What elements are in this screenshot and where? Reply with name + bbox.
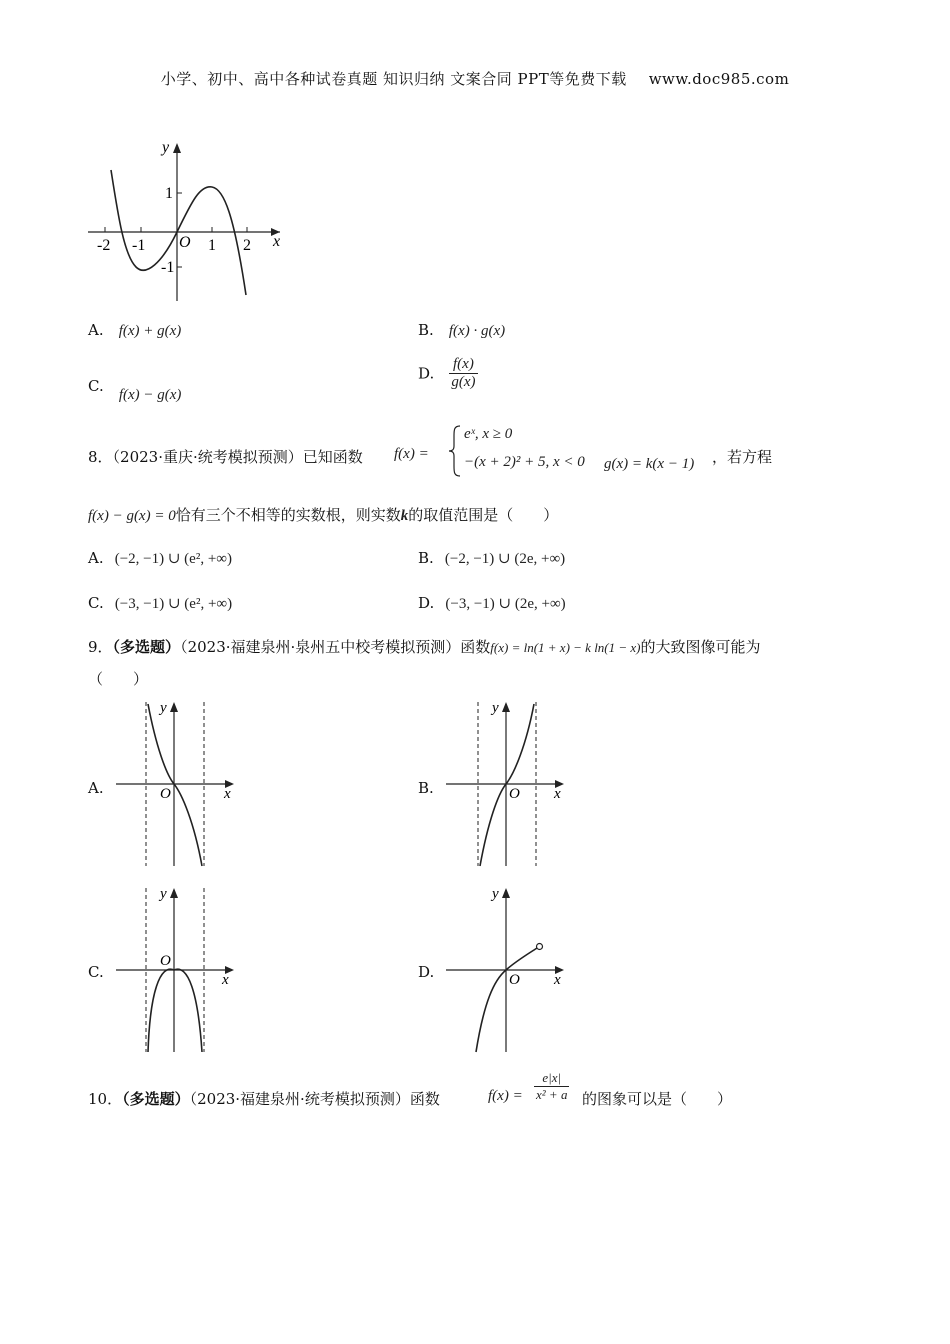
q8-g-def: g(x) = k(x − 1) xyxy=(604,456,695,472)
q9-option-d-label[interactable]: D. xyxy=(418,963,435,981)
condition-end: 的取值范围是（ ） xyxy=(408,506,559,524)
open-endpoint xyxy=(537,944,543,950)
option-label: B. xyxy=(418,321,434,339)
q9-graph-b[interactable] xyxy=(442,696,572,868)
x-tick-label: 1 xyxy=(208,237,216,254)
q9-option-a-label[interactable]: A. xyxy=(88,779,104,797)
q8-stem xyxy=(88,446,363,467)
option-expr: f(x) − g(x) xyxy=(118,387,182,403)
q8-tail: ，若方程 xyxy=(712,448,773,466)
y-axis-label: y xyxy=(160,700,167,716)
function-fraction xyxy=(534,1070,569,1103)
y-axis-label: y xyxy=(160,886,167,902)
option-expr: (−2, −1) ∪ (2e, +∞) xyxy=(444,551,566,567)
fraction-denominator: g(x) xyxy=(451,374,476,390)
q9-graph-d[interactable] xyxy=(442,882,572,1054)
y-axis-label: y xyxy=(162,139,170,156)
q9-paren: （ ） xyxy=(88,670,149,688)
origin-label: O xyxy=(509,972,520,988)
q7-option-a[interactable] xyxy=(88,320,181,340)
q9-stem xyxy=(88,636,761,657)
y-axis-label: y xyxy=(492,886,499,902)
option-label: B. xyxy=(418,549,434,567)
option-label: D. xyxy=(418,594,435,612)
option-expr: (−2, −1) ∪ (e², +∞) xyxy=(114,551,232,567)
option-label: A. xyxy=(88,321,104,339)
header-site: www.doc985.com xyxy=(648,70,790,88)
y-tick-label: -1 xyxy=(161,259,175,276)
origin-label: O xyxy=(160,953,171,969)
question-tag: （多选题） xyxy=(112,638,181,656)
question-source: （2023·重庆·统考模拟预测）已知函数 xyxy=(112,448,363,466)
param-k: k xyxy=(400,508,409,524)
q8-line-2 xyxy=(88,504,558,525)
x-axis-label: x xyxy=(224,786,231,802)
question-tag: （多选题） xyxy=(122,1090,190,1108)
header-text: 小学、初中、高中各种试卷真题 知识归纳 文案合同 PPT等免费下载 xyxy=(160,70,627,88)
y-axis-arrow xyxy=(502,888,510,898)
option-label: C. xyxy=(88,594,104,612)
x-axis-label: x xyxy=(273,233,281,250)
q9-option-b-label[interactable]: B. xyxy=(418,779,434,797)
option-expr: (−3, −1) ∪ (e², +∞) xyxy=(114,596,233,612)
option-label: A. xyxy=(88,549,104,567)
q8-f-name: f(x) = xyxy=(394,446,429,462)
question-source: （2023·福建泉州·统考模拟预测）函数 xyxy=(189,1090,440,1108)
option-expr: f(x) + g(x) xyxy=(118,323,182,339)
x-axis-label: x xyxy=(222,972,229,988)
condition-text: 恰有三个不相等的实数根，则实数 xyxy=(175,506,401,524)
question-tail: 的大致图像可能为 xyxy=(640,638,761,656)
equation: f(x) − g(x) = 0 xyxy=(88,508,176,524)
y-axis-arrow xyxy=(173,143,181,153)
q9-graph-a[interactable] xyxy=(112,696,242,868)
y-axis-arrow xyxy=(170,702,178,712)
function-curve xyxy=(148,704,202,866)
option-expr: f(x) · g(x) xyxy=(448,323,506,339)
function-curve xyxy=(148,969,202,1052)
x-tick-label: 2 xyxy=(243,237,251,254)
origin-label: O xyxy=(160,786,171,802)
q10-stem-start xyxy=(88,1088,440,1109)
q10-f-name: f(x) = xyxy=(488,1088,523,1104)
left-brace-icon xyxy=(448,424,462,478)
x-tick-label: -1 xyxy=(132,237,146,254)
q9-option-c-label[interactable]: C. xyxy=(88,963,104,981)
fraction-numerator: e|x| xyxy=(534,1070,569,1087)
q7-option-c[interactable] xyxy=(88,376,182,403)
q10-fraction xyxy=(534,1070,569,1103)
option-expr: (−3, −1) ∪ (2e, +∞) xyxy=(445,596,566,612)
top-function-graph xyxy=(82,135,292,305)
option-fraction xyxy=(449,356,477,391)
q8-option-d[interactable] xyxy=(418,593,566,613)
question-source: （2023·福建泉州·泉州五中校考模拟预测）函数 xyxy=(180,638,491,656)
x-axis-label: x xyxy=(554,786,561,802)
option-label: D. xyxy=(418,364,435,383)
q10-tail: 的图象可以是（ ） xyxy=(582,1090,733,1108)
fraction-denominator: x² + a xyxy=(536,1087,568,1102)
q9-graph-c[interactable] xyxy=(112,882,242,1054)
y-axis-arrow xyxy=(170,888,178,898)
x-axis-label: x xyxy=(554,972,561,988)
question-number: 9． xyxy=(88,638,113,656)
origin-label: O xyxy=(179,234,191,251)
y-axis-arrow xyxy=(502,702,510,712)
q7-option-d[interactable] xyxy=(418,356,478,391)
q8-case-2: −(x + 2)² + 5, x < 0 xyxy=(464,454,585,470)
y-tick-label: 1 xyxy=(165,185,173,202)
page-header xyxy=(0,68,950,89)
function-curve xyxy=(480,704,534,866)
option-label: C. xyxy=(88,377,104,395)
q8-option-c[interactable] xyxy=(88,593,232,613)
q7-option-b[interactable] xyxy=(418,320,505,340)
question-number: 8． xyxy=(88,448,113,466)
q8-option-b[interactable] xyxy=(418,548,565,568)
q8-case-1: eˣ, x ≥ 0 xyxy=(464,426,513,442)
fraction-numerator: f(x) xyxy=(449,356,477,374)
origin-label: O xyxy=(509,786,520,802)
function-expr: f(x) = ln(1 + x) − k ln(1 − x) xyxy=(490,640,641,655)
q8-option-a[interactable] xyxy=(88,548,232,568)
x-tick-label: -2 xyxy=(97,237,111,254)
y-axis-label: y xyxy=(492,700,499,716)
question-number: 10． xyxy=(88,1090,123,1108)
